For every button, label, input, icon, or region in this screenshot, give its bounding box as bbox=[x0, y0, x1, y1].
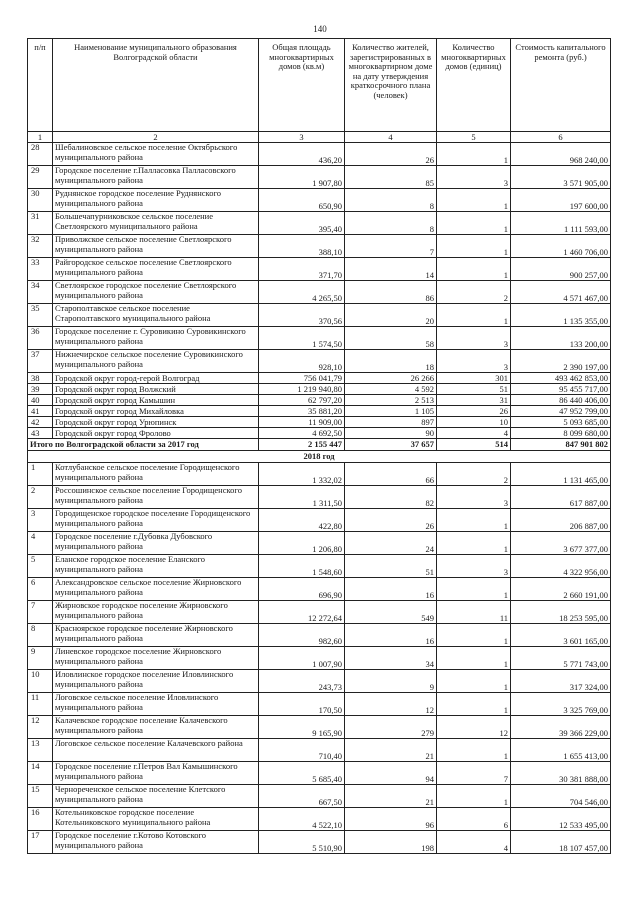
houses-value: 3 bbox=[437, 166, 511, 189]
table-row bbox=[28, 395, 611, 406]
residents-value: 96 bbox=[345, 808, 437, 831]
houses-value: 1 bbox=[437, 739, 511, 762]
area-value: 1 206,80 bbox=[259, 532, 345, 555]
residents-value: 549 bbox=[345, 601, 437, 624]
houses-value: 1 bbox=[437, 647, 511, 670]
houses-value: 26 bbox=[437, 406, 511, 417]
municipality-name: Городской округ город Михайловка bbox=[53, 406, 259, 417]
houses-value: 31 bbox=[437, 395, 511, 406]
houses-value: 4 bbox=[437, 831, 511, 854]
municipality-name: Еланское городское поселение Еланского муниципального района bbox=[53, 555, 259, 578]
total-cost: 847 901 802 bbox=[511, 439, 611, 451]
row-number: 8 bbox=[28, 624, 53, 647]
houses-value: 12 bbox=[437, 716, 511, 739]
table-row bbox=[28, 384, 611, 395]
table-row bbox=[28, 670, 611, 693]
residents-value: 279 bbox=[345, 716, 437, 739]
total-area: 2 155 447 bbox=[259, 439, 345, 451]
row-number: 14 bbox=[28, 762, 53, 785]
table-row bbox=[28, 486, 611, 509]
area-value: 395,40 bbox=[259, 212, 345, 235]
row-number: 11 bbox=[28, 693, 53, 716]
residents-value: 51 bbox=[345, 555, 437, 578]
residents-value: 2 513 bbox=[345, 395, 437, 406]
table-row bbox=[28, 463, 611, 486]
cost-value: 133 200,00 bbox=[511, 327, 611, 350]
houses-value: 301 bbox=[437, 373, 511, 384]
municipality-name: Городское поселение г.Дубовка Дубовского муниципального района bbox=[53, 532, 259, 555]
table-row bbox=[28, 693, 611, 716]
row-number: 3 bbox=[28, 509, 53, 532]
cost-value: 493 462 853,00 bbox=[511, 373, 611, 384]
row-number: 6 bbox=[28, 578, 53, 601]
municipality-name: Калачевское городское поселение Калачевского муниципального района bbox=[53, 716, 259, 739]
residents-value: 12 bbox=[345, 693, 437, 716]
area-value: 11 909,00 bbox=[259, 417, 345, 428]
municipality-name: Красноярское городское поселение Жирновского муниципального района bbox=[53, 624, 259, 647]
table-row bbox=[28, 808, 611, 831]
area-value: 370,56 bbox=[259, 304, 345, 327]
area-value: 1 007,90 bbox=[259, 647, 345, 670]
municipality-name: Чернореченское сельское поселение Клетского муниципального района bbox=[53, 785, 259, 808]
area-value: 4 692,50 bbox=[259, 428, 345, 439]
residents-value: 94 bbox=[345, 762, 437, 785]
municipality-name: Нижнечирское сельское поселение Суровикинского муниципального района bbox=[53, 350, 259, 373]
row-number: 39 bbox=[28, 384, 53, 395]
header-cell: Количество жителей, зарегистрированных в многоквартирном доме на дату утверждения краткосрочного плана (человек) bbox=[345, 39, 437, 132]
cost-value: 968 240,00 bbox=[511, 143, 611, 166]
row-number: 28 bbox=[28, 143, 53, 166]
row-number: 32 bbox=[28, 235, 53, 258]
cost-value: 39 366 229,00 bbox=[511, 716, 611, 739]
area-value: 243,73 bbox=[259, 670, 345, 693]
row-number: 17 bbox=[28, 831, 53, 854]
municipality-name: Городской округ город Камышин bbox=[53, 395, 259, 406]
houses-value: 3 bbox=[437, 555, 511, 578]
residents-value: 86 bbox=[345, 281, 437, 304]
cost-value: 12 533 495,00 bbox=[511, 808, 611, 831]
table-row bbox=[28, 739, 611, 762]
cost-value: 197 600,00 bbox=[511, 189, 611, 212]
table-row bbox=[28, 785, 611, 808]
municipality-name: Городищенское городское поселение Городищенского муниципального района bbox=[53, 509, 259, 532]
residents-value: 8 bbox=[345, 212, 437, 235]
cost-value: 4 322 956,00 bbox=[511, 555, 611, 578]
area-value: 667,50 bbox=[259, 785, 345, 808]
table-row bbox=[28, 831, 611, 854]
table-row bbox=[28, 428, 611, 439]
municipality-name: Логовское сельское поселение Иловлинского муниципального района bbox=[53, 693, 259, 716]
houses-value: 1 bbox=[437, 785, 511, 808]
area-value: 1 907,80 bbox=[259, 166, 345, 189]
residents-value: 897 bbox=[345, 417, 437, 428]
row-number: 1 bbox=[28, 463, 53, 486]
row-number: 5 bbox=[28, 555, 53, 578]
cost-value: 18 253 595,00 bbox=[511, 601, 611, 624]
residents-value: 85 bbox=[345, 166, 437, 189]
row-number: 36 bbox=[28, 327, 53, 350]
area-value: 170,50 bbox=[259, 693, 345, 716]
cost-value: 4 571 467,00 bbox=[511, 281, 611, 304]
table-row bbox=[28, 143, 611, 166]
houses-value: 1 bbox=[437, 509, 511, 532]
municipality-name: Руднянское городское поселение Руднянского муниципального района bbox=[53, 189, 259, 212]
houses-value: 7 bbox=[437, 762, 511, 785]
houses-value: 2 bbox=[437, 281, 511, 304]
cost-value: 5 771 743,00 bbox=[511, 647, 611, 670]
cost-value: 3 677 377,00 bbox=[511, 532, 611, 555]
municipality-name: Городской округ город-герой Волгоград bbox=[53, 373, 259, 384]
houses-value: 4 bbox=[437, 428, 511, 439]
cost-value: 900 257,00 bbox=[511, 258, 611, 281]
column-index-cell: 5 bbox=[437, 132, 511, 143]
area-value: 1 574,50 bbox=[259, 327, 345, 350]
row-number: 7 bbox=[28, 601, 53, 624]
table-row bbox=[28, 304, 611, 327]
area-value: 371,70 bbox=[259, 258, 345, 281]
area-value: 928,10 bbox=[259, 350, 345, 373]
municipality-name: Котельниковское городское поселение Котельниковского муниципального района bbox=[53, 808, 259, 831]
area-value: 422,80 bbox=[259, 509, 345, 532]
row-number: 30 bbox=[28, 189, 53, 212]
houses-value: 51 bbox=[437, 384, 511, 395]
row-number: 41 bbox=[28, 406, 53, 417]
table-row bbox=[28, 281, 611, 304]
houses-value: 1 bbox=[437, 532, 511, 555]
row-number: 2 bbox=[28, 486, 53, 509]
table-row bbox=[28, 762, 611, 785]
municipality-name: Котлубанское сельское поселение Городищенского муниципального района bbox=[53, 463, 259, 486]
row-number: 31 bbox=[28, 212, 53, 235]
houses-value: 11 bbox=[437, 601, 511, 624]
residents-value: 4 592 bbox=[345, 384, 437, 395]
municipality-name: Городское поселение г.Палласовка Палласовского муниципального района bbox=[53, 166, 259, 189]
cost-value: 18 107 457,00 bbox=[511, 831, 611, 854]
table-row bbox=[28, 189, 611, 212]
area-value: 696,90 bbox=[259, 578, 345, 601]
table-row bbox=[28, 578, 611, 601]
year-heading-row bbox=[28, 451, 611, 463]
municipality-name: Городское поселение г. Суровикино Суровикинского муниципального района bbox=[53, 327, 259, 350]
header-row bbox=[28, 39, 611, 132]
municipality-name: Светлоярское городское поселение Светлоярского муниципального района bbox=[53, 281, 259, 304]
row-number: 12 bbox=[28, 716, 53, 739]
table-row bbox=[28, 235, 611, 258]
municipality-name: Жирновское городское поселение Жирновского муниципального района bbox=[53, 601, 259, 624]
area-value: 35 881,20 bbox=[259, 406, 345, 417]
area-value: 5 685,40 bbox=[259, 762, 345, 785]
municipality-name: Старополтавское сельское поселение Старополтавского муниципального района bbox=[53, 304, 259, 327]
houses-value: 1 bbox=[437, 235, 511, 258]
residents-value: 66 bbox=[345, 463, 437, 486]
houses-value: 1 bbox=[437, 189, 511, 212]
houses-value: 1 bbox=[437, 258, 511, 281]
table-row bbox=[28, 509, 611, 532]
row-number: 4 bbox=[28, 532, 53, 555]
table-row bbox=[28, 166, 611, 189]
table-row bbox=[28, 624, 611, 647]
area-value: 4 522,10 bbox=[259, 808, 345, 831]
table-row bbox=[28, 212, 611, 235]
area-value: 436,20 bbox=[259, 143, 345, 166]
residents-value: 82 bbox=[345, 486, 437, 509]
residents-value: 198 bbox=[345, 831, 437, 854]
row-number: 9 bbox=[28, 647, 53, 670]
area-value: 710,40 bbox=[259, 739, 345, 762]
municipality-name: Приволжское сельское поселение Светлоярского муниципального района bbox=[53, 235, 259, 258]
cost-value: 86 440 406,00 bbox=[511, 395, 611, 406]
table-row bbox=[28, 647, 611, 670]
column-index-cell: 4 bbox=[345, 132, 437, 143]
header-cell: Наименование муниципального образования Волгоградской области bbox=[53, 39, 259, 132]
cost-value: 3 325 769,00 bbox=[511, 693, 611, 716]
table-row bbox=[28, 406, 611, 417]
residents-value: 1 105 bbox=[345, 406, 437, 417]
residents-value: 16 bbox=[345, 578, 437, 601]
cost-value: 317 324,00 bbox=[511, 670, 611, 693]
residents-value: 34 bbox=[345, 647, 437, 670]
municipality-name: Логовское сельское поселение Калачевского района bbox=[53, 739, 259, 762]
table-row bbox=[28, 601, 611, 624]
municipality-name: Городской округ город Фролово bbox=[53, 428, 259, 439]
houses-value: 3 bbox=[437, 327, 511, 350]
residents-value: 20 bbox=[345, 304, 437, 327]
cost-value: 30 381 888,00 bbox=[511, 762, 611, 785]
residents-value: 8 bbox=[345, 189, 437, 212]
header-cell: п/п bbox=[28, 39, 53, 132]
column-index-cell: 2 bbox=[53, 132, 259, 143]
header-cell: Количество многоквартирных домов (единиц) bbox=[437, 39, 511, 132]
area-value: 756 041,79 bbox=[259, 373, 345, 384]
capital-repair-table bbox=[27, 38, 611, 854]
row-number: 42 bbox=[28, 417, 53, 428]
municipality-name: Иловлинское городское поселение Иловлинского муниципального района bbox=[53, 670, 259, 693]
table-row bbox=[28, 327, 611, 350]
row-number: 29 bbox=[28, 166, 53, 189]
row-number: 43 bbox=[28, 428, 53, 439]
total-label: Итого по Волгоградской области за 2017 год bbox=[28, 439, 259, 451]
residents-value: 21 bbox=[345, 739, 437, 762]
cost-value: 1 131 465,00 bbox=[511, 463, 611, 486]
total-residents: 37 657 bbox=[345, 439, 437, 451]
cost-value: 1 655 413,00 bbox=[511, 739, 611, 762]
cost-value: 47 952 799,00 bbox=[511, 406, 611, 417]
municipality-name: Городское поселение г.Петров Вал Камышинского муниципального района bbox=[53, 762, 259, 785]
residents-value: 14 bbox=[345, 258, 437, 281]
row-number: 16 bbox=[28, 808, 53, 831]
residents-value: 18 bbox=[345, 350, 437, 373]
area-value: 1 548,60 bbox=[259, 555, 345, 578]
area-value: 4 265,50 bbox=[259, 281, 345, 304]
residents-value: 26 bbox=[345, 143, 437, 166]
table-row bbox=[28, 373, 611, 384]
cost-value: 2 660 191,00 bbox=[511, 578, 611, 601]
residents-value: 21 bbox=[345, 785, 437, 808]
houses-value: 1 bbox=[437, 143, 511, 166]
page-number: 140 bbox=[313, 24, 327, 34]
cost-value: 2 390 197,00 bbox=[511, 350, 611, 373]
table-row bbox=[28, 716, 611, 739]
cost-value: 1 460 706,00 bbox=[511, 235, 611, 258]
area-value: 650,90 bbox=[259, 189, 345, 212]
table-row bbox=[28, 350, 611, 373]
area-value: 5 510,90 bbox=[259, 831, 345, 854]
cost-value: 1 111 593,00 bbox=[511, 212, 611, 235]
residents-value: 9 bbox=[345, 670, 437, 693]
total-row-2017 bbox=[28, 439, 611, 451]
row-number: 40 bbox=[28, 395, 53, 406]
header-cell: Стоимость капитального ремонта (руб.) bbox=[511, 39, 611, 132]
row-number: 38 bbox=[28, 373, 53, 384]
cost-value: 5 093 685,00 bbox=[511, 417, 611, 428]
residents-value: 26 266 bbox=[345, 373, 437, 384]
cost-value: 617 887,00 bbox=[511, 486, 611, 509]
cost-value: 3 571 905,00 bbox=[511, 166, 611, 189]
area-value: 982,60 bbox=[259, 624, 345, 647]
row-number: 35 bbox=[28, 304, 53, 327]
row-number: 37 bbox=[28, 350, 53, 373]
cost-value: 1 135 355,00 bbox=[511, 304, 611, 327]
municipality-name: Городской округ город Урюпинск bbox=[53, 417, 259, 428]
table-row bbox=[28, 258, 611, 281]
houses-value: 1 bbox=[437, 693, 511, 716]
cost-value: 95 455 717,00 bbox=[511, 384, 611, 395]
houses-value: 3 bbox=[437, 350, 511, 373]
total-houses: 514 bbox=[437, 439, 511, 451]
municipality-name: Городское поселение г.Котово Котовского муниципального района bbox=[53, 831, 259, 854]
houses-value: 10 bbox=[437, 417, 511, 428]
residents-value: 16 bbox=[345, 624, 437, 647]
houses-value: 1 bbox=[437, 578, 511, 601]
cost-value: 206 887,00 bbox=[511, 509, 611, 532]
residents-value: 7 bbox=[345, 235, 437, 258]
row-number: 33 bbox=[28, 258, 53, 281]
header-cell: Общая площадь многоквартирных домов (кв.м) bbox=[259, 39, 345, 132]
municipality-name: Большечапурниковское сельское поселение Светлоярского муниципального района bbox=[53, 212, 259, 235]
area-value: 1 311,50 bbox=[259, 486, 345, 509]
row-number: 15 bbox=[28, 785, 53, 808]
column-index-cell: 6 bbox=[511, 132, 611, 143]
table-row bbox=[28, 555, 611, 578]
table-row bbox=[28, 417, 611, 428]
column-index-cell: 3 bbox=[259, 132, 345, 143]
row-number: 34 bbox=[28, 281, 53, 304]
cost-value: 8 099 680,00 bbox=[511, 428, 611, 439]
cost-value: 3 601 165,00 bbox=[511, 624, 611, 647]
municipality-name: Шебалиновское сельское поселение Октябрьского муниципального района bbox=[53, 143, 259, 166]
municipality-name: Райгородское сельское поселение Светлоярского муниципального района bbox=[53, 258, 259, 281]
area-value: 388,10 bbox=[259, 235, 345, 258]
row-number: 10 bbox=[28, 670, 53, 693]
municipality-name: Россошинское сельское поселение Городищенского муниципального района bbox=[53, 486, 259, 509]
houses-value: 3 bbox=[437, 486, 511, 509]
houses-value: 1 bbox=[437, 212, 511, 235]
residents-value: 58 bbox=[345, 327, 437, 350]
row-number: 13 bbox=[28, 739, 53, 762]
residents-value: 26 bbox=[345, 509, 437, 532]
houses-value: 1 bbox=[437, 304, 511, 327]
houses-value: 1 bbox=[437, 670, 511, 693]
houses-value: 2 bbox=[437, 463, 511, 486]
houses-value: 1 bbox=[437, 624, 511, 647]
municipality-name: Александровское сельское поселение Жирновского муниципального района bbox=[53, 578, 259, 601]
municipality-name: Городской округ город Волжский bbox=[53, 384, 259, 395]
houses-value: 6 bbox=[437, 808, 511, 831]
area-value: 62 797,20 bbox=[259, 395, 345, 406]
column-index-cell: 1 bbox=[28, 132, 53, 143]
year-heading: 2018 год bbox=[28, 451, 611, 463]
area-value: 12 272,64 bbox=[259, 601, 345, 624]
residents-value: 90 bbox=[345, 428, 437, 439]
column-index-row bbox=[28, 132, 611, 143]
residents-value: 24 bbox=[345, 532, 437, 555]
area-value: 1 219 940,80 bbox=[259, 384, 345, 395]
table-row bbox=[28, 532, 611, 555]
municipality-name: Линевское городское поселение Жирновского муниципального района bbox=[53, 647, 259, 670]
area-value: 1 332,02 bbox=[259, 463, 345, 486]
cost-value: 704 546,00 bbox=[511, 785, 611, 808]
area-value: 9 165,90 bbox=[259, 716, 345, 739]
